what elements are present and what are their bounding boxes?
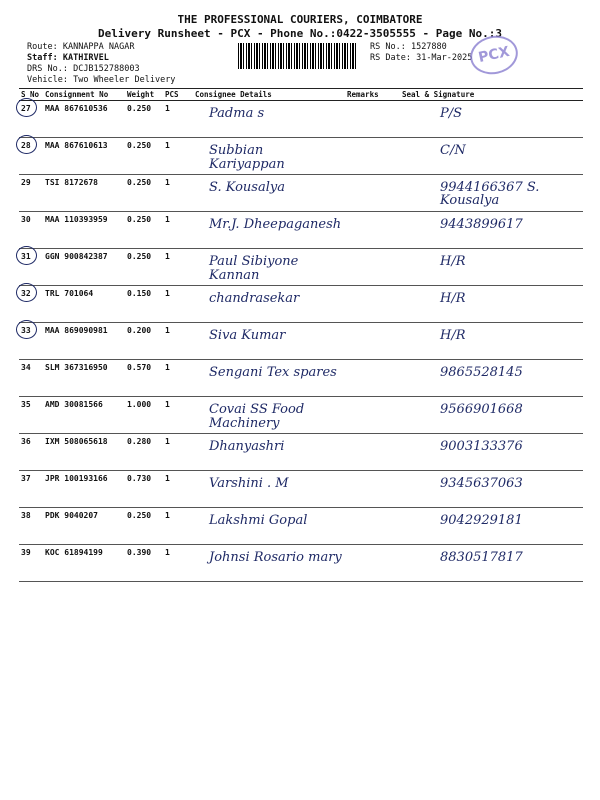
row-pcs: 1 <box>163 249 193 286</box>
row-consignee: chandrasekar <box>193 286 345 323</box>
row-consignee: Mr.J. Dheepaganesh <box>193 212 345 249</box>
row-sno: 34 <box>19 360 43 397</box>
row-remarks <box>345 175 400 212</box>
row-remarks <box>345 471 400 508</box>
row-consignment: KOC 61894199 <box>43 545 125 582</box>
table-row <box>19 249 583 286</box>
drs-label: DRS No.: <box>27 64 68 74</box>
vehicle-value: Two Wheeler Delivery <box>73 75 176 85</box>
row-consignment: SLM 367316950 <box>43 360 125 397</box>
row-consignee: Subbian Kariyappan <box>193 138 345 175</box>
row-pcs: 1 <box>163 471 193 508</box>
row-consignee: Siva Kumar <box>193 323 345 360</box>
row-pcs: 1 <box>163 212 193 249</box>
row-remarks <box>345 397 400 434</box>
row-consignment: GGN 900842387 <box>43 249 125 286</box>
row-signature: 9003133376 <box>400 434 583 471</box>
row-signature: 9944166367 S. Kousalya <box>400 175 583 212</box>
row-sno: 35 <box>19 397 43 434</box>
sno-circle-mark <box>16 283 37 302</box>
courier-stamp: PCX <box>467 31 522 78</box>
row-weight: 0.200 <box>125 323 163 360</box>
col-consignee: Consignee Details <box>193 89 345 101</box>
row-signature: 8830517817 <box>400 545 583 582</box>
rs-no-value: 1527880 <box>410 42 447 52</box>
row-signature: H/R <box>400 286 583 323</box>
table-row <box>19 434 583 471</box>
vehicle-label: Vehicle: <box>27 75 68 85</box>
row-weight: 0.730 <box>125 471 163 508</box>
row-remarks <box>345 545 400 582</box>
row-weight: 0.150 <box>125 286 163 323</box>
row-weight: 0.250 <box>125 508 163 545</box>
row-signature: H/R <box>400 323 583 360</box>
row-weight: 0.250 <box>125 138 163 175</box>
col-consignment: Consignment No <box>43 89 125 101</box>
sno-circle-mark <box>16 320 37 339</box>
row-consignment: AMD 30081566 <box>43 397 125 434</box>
table-header <box>19 89 583 101</box>
row-remarks <box>345 101 400 138</box>
row-sno: 30 <box>19 212 43 249</box>
runsheet-table <box>19 88 583 582</box>
row-pcs: 1 <box>163 286 193 323</box>
row-weight: 0.390 <box>125 545 163 582</box>
row-consignment: MAA 867610613 <box>43 138 125 175</box>
row-signature: P/S <box>400 101 583 138</box>
row-pcs: 1 <box>163 508 193 545</box>
row-consignee: S. Kousalya <box>193 175 345 212</box>
row-consignment: MAA 867610536 <box>43 101 125 138</box>
row-consignee: Johnsi Rosario mary <box>193 545 345 582</box>
row-consignee: Varshini . M <box>193 471 345 508</box>
row-consignee: Covai SS Food Machinery <box>193 397 345 434</box>
col-pcs: PCS <box>163 89 193 101</box>
col-sno: S No <box>19 89 43 101</box>
col-weight: Weight <box>125 89 163 101</box>
row-sno: 38 <box>19 508 43 545</box>
row-pcs: 1 <box>163 545 193 582</box>
row-sno: 27 <box>19 101 43 138</box>
row-consignment: MAA 869090981 <box>43 323 125 360</box>
row-pcs: 1 <box>163 360 193 397</box>
row-consignment: MAA 110393959 <box>43 212 125 249</box>
row-consignment: TRL 701064 <box>43 286 125 323</box>
row-remarks <box>345 249 400 286</box>
row-consignee: Sengani Tex spares <box>193 360 345 397</box>
row-weight: 0.250 <box>125 249 163 286</box>
runsheet-title: THE PROFESSIONAL COURIERS, COIMBATORE <box>177 13 423 26</box>
row-weight: 0.250 <box>125 212 163 249</box>
table-row <box>19 323 583 360</box>
row-remarks <box>345 323 400 360</box>
row-sno: 32 <box>19 286 43 323</box>
route-value: KANNAPPA NAGAR <box>62 42 135 52</box>
table-row <box>19 175 583 212</box>
row-remarks <box>345 212 400 249</box>
row-sno: 36 <box>19 434 43 471</box>
row-weight: 0.250 <box>125 101 163 138</box>
table-row <box>19 360 583 397</box>
row-weight: 1.000 <box>125 397 163 434</box>
col-remarks: Remarks <box>345 89 400 101</box>
staff-value: KATHIRVEL <box>62 53 109 63</box>
row-sno: 33 <box>19 323 43 360</box>
row-pcs: 1 <box>163 175 193 212</box>
row-consignee: Padma s <box>193 101 345 138</box>
row-signature: H/R <box>400 249 583 286</box>
rs-no-label: RS No.: <box>370 42 406 52</box>
table-row <box>19 397 583 434</box>
drs-value: DCJB152788003 <box>73 64 140 74</box>
row-sno: 29 <box>19 175 43 212</box>
rs-date-label: RS Date: <box>370 53 411 63</box>
table-row <box>19 545 583 582</box>
row-signature: 9443899617 <box>400 212 583 249</box>
meta-left <box>27 42 175 86</box>
meta-right <box>370 42 472 64</box>
row-pcs: 1 <box>163 434 193 471</box>
row-remarks <box>345 138 400 175</box>
staff-label: Staff: <box>27 53 58 63</box>
row-consignment: IXM 508065618 <box>43 434 125 471</box>
row-pcs: 1 <box>163 138 193 175</box>
row-remarks <box>345 508 400 545</box>
sno-circle-mark <box>16 246 37 265</box>
row-sno: 37 <box>19 471 43 508</box>
table-row <box>19 138 583 175</box>
sno-circle-mark <box>16 135 37 154</box>
rs-date-value: 31-Mar-2025 <box>416 53 473 63</box>
row-signature: 9345637063 <box>400 471 583 508</box>
row-sno: 39 <box>19 545 43 582</box>
row-consignee: Paul Sibiyone Kannan <box>193 249 345 286</box>
row-signature: 9566901668 <box>400 397 583 434</box>
row-remarks <box>345 286 400 323</box>
table-row <box>19 286 583 323</box>
row-pcs: 1 <box>163 101 193 138</box>
row-consignee: Lakshmi Gopal <box>193 508 345 545</box>
row-signature: C/N <box>400 138 583 175</box>
row-weight: 0.280 <box>125 434 163 471</box>
row-remarks <box>345 434 400 471</box>
row-pcs: 1 <box>163 323 193 360</box>
row-weight: 0.570 <box>125 360 163 397</box>
sno-circle-mark <box>16 98 37 117</box>
row-consignment: PDK 9040207 <box>43 508 125 545</box>
route-label: Route: <box>27 42 58 52</box>
col-signature: Seal & Signature <box>400 89 583 101</box>
row-consignment: TSI 8172678 <box>43 175 125 212</box>
row-remarks <box>345 360 400 397</box>
row-consignment: JPR 100193166 <box>43 471 125 508</box>
table-row <box>19 471 583 508</box>
runsheet-subtitle: Delivery Runsheet - PCX - Phone No.:0422-3505555 - Page No.:3 <box>98 27 502 40</box>
table-row <box>19 212 583 249</box>
table-row <box>19 508 583 545</box>
row-signature: 9042929181 <box>400 508 583 545</box>
row-sno: 31 <box>19 249 43 286</box>
row-weight: 0.250 <box>125 175 163 212</box>
table-row <box>19 101 583 138</box>
row-pcs: 1 <box>163 397 193 434</box>
barcode <box>238 43 358 69</box>
row-sno: 28 <box>19 138 43 175</box>
row-consignee: Dhanyashri <box>193 434 345 471</box>
row-signature: 9865528145 <box>400 360 583 397</box>
